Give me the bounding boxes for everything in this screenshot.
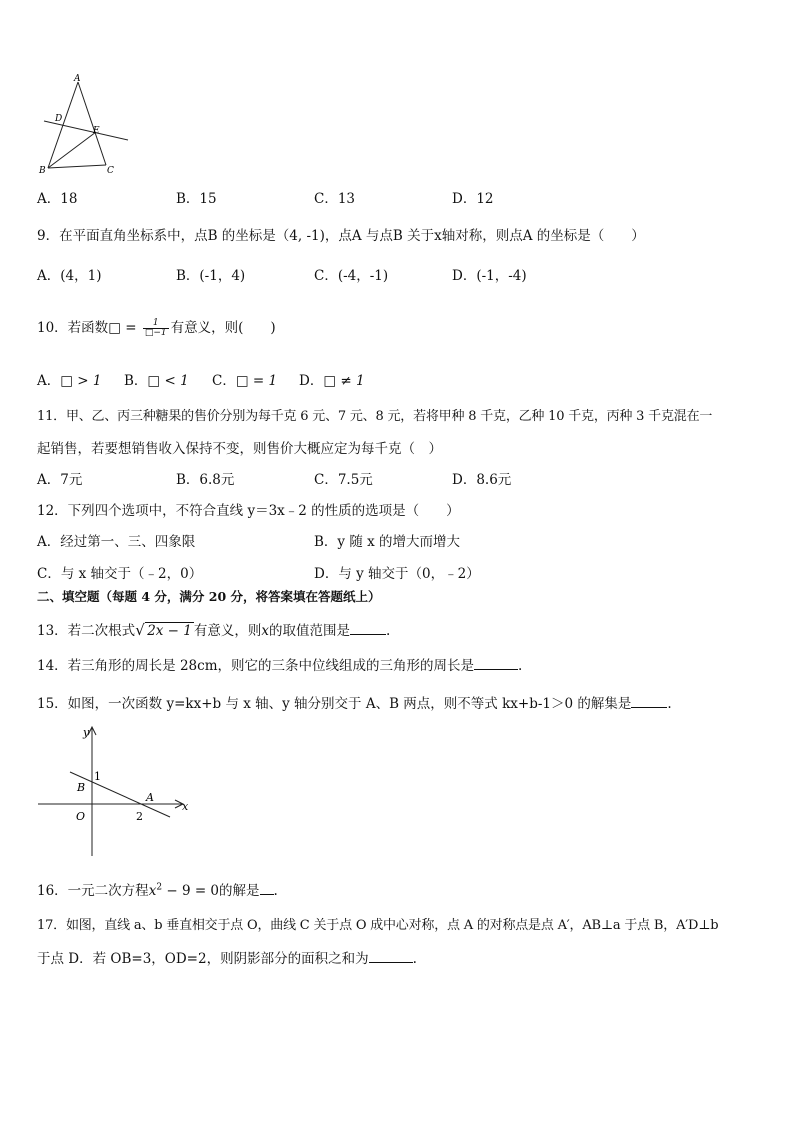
q15-coordinate-figure bbox=[34, 724, 204, 860]
q15-stem bbox=[37, 692, 672, 712]
q10-frac-num: 1 bbox=[143, 319, 169, 329]
q16-prefix: 16．一元二次方程 bbox=[37, 883, 149, 899]
q17-line2-text: 于点 D．若 OB=3，OD=2，则阴影部分的面积之和为 bbox=[37, 951, 369, 967]
q10-option-a bbox=[37, 369, 102, 389]
q15-label-A: A bbox=[146, 791, 154, 804]
q13-mid: 有意义，则 bbox=[193, 623, 262, 639]
q13-sqrt bbox=[135, 623, 194, 639]
q8-segment-BE bbox=[48, 132, 96, 168]
q15-label-1: 1 bbox=[94, 770, 101, 783]
q8-label-C: C bbox=[107, 166, 114, 176]
q12-option-c: C．与 x 轴交于（﹣2，0） bbox=[37, 566, 203, 582]
q10-option-c-rel: = 1 bbox=[248, 373, 278, 389]
q12-option-b: B．y 随 x 的增大而增大 bbox=[314, 534, 461, 550]
q8-label-E: E bbox=[93, 126, 100, 136]
q16-eq-var: x bbox=[148, 883, 157, 899]
q15-end: . bbox=[667, 696, 672, 712]
q13-suffix: 的取值范围是 bbox=[269, 623, 350, 639]
q10-eq: = bbox=[120, 320, 141, 336]
q8-label-A: A bbox=[74, 74, 81, 84]
q10-option-d-label: D． bbox=[299, 373, 324, 389]
q12-option-d: D．与 y 轴交于（0，﹣2） bbox=[314, 566, 480, 582]
q10-option-a-label: A． bbox=[37, 373, 61, 389]
q9-stem: 9．在平面直角坐标系中，点B 的坐标是（4, -1)，点A 与点B 关于x轴对称，则点A 的坐标是（ ） bbox=[37, 228, 645, 244]
q13-radicand: 2x − 1 bbox=[147, 623, 192, 639]
q16-suffix: 的解是 bbox=[219, 883, 260, 899]
q11-option-c: C．7.5元 bbox=[314, 472, 373, 488]
q10-option-d-rel: ≠ 1 bbox=[336, 373, 365, 389]
q16-stem bbox=[37, 879, 278, 899]
q8-option-a: A．18 bbox=[37, 191, 78, 207]
q15-label-O: O bbox=[76, 810, 86, 823]
q14-stem bbox=[37, 654, 522, 674]
q16-answer-blank[interactable] bbox=[260, 882, 274, 895]
q17-answer-blank[interactable] bbox=[369, 950, 413, 963]
q15-answer-blank[interactable] bbox=[631, 695, 667, 708]
q8-triangle-figure bbox=[36, 72, 136, 180]
q13-var: x bbox=[261, 623, 269, 639]
q13-answer-blank[interactable] bbox=[350, 622, 386, 635]
q12-stem: 12．下列四个选项中，不符合直线 y＝3x﹣2 的性质的选项是（ ） bbox=[37, 503, 460, 519]
q8-side-AC bbox=[78, 82, 106, 165]
q10-option-a-var: □ bbox=[60, 373, 74, 389]
q14-answer-blank[interactable] bbox=[474, 657, 518, 670]
q14-end: . bbox=[518, 658, 523, 674]
q9-option-c: C．(-4，-1) bbox=[314, 268, 389, 284]
q13-stem bbox=[37, 619, 390, 639]
q8-option-d: D．12 bbox=[452, 191, 494, 207]
q8-label-D: D bbox=[55, 114, 63, 124]
q10-option-d bbox=[299, 369, 365, 389]
radical-sign-icon: √ bbox=[135, 621, 145, 639]
q11-stem-line2: 起销售，若要想销售收入保持不变，则售价大概应定为每千克（ ） bbox=[37, 441, 442, 457]
q11-option-a: A．7元 bbox=[37, 472, 83, 488]
q11-option-b: B．6.8元 bbox=[176, 472, 235, 488]
q10-fraction bbox=[143, 319, 169, 338]
q15-label-x: x bbox=[182, 800, 189, 813]
q10-frac-den: □−1 bbox=[144, 328, 167, 338]
q16-end: . bbox=[273, 883, 278, 899]
q11-option-d: D．8.6元 bbox=[452, 472, 512, 488]
q17-stem-line2 bbox=[37, 947, 417, 967]
q13-prefix: 13．若二次根式 bbox=[37, 623, 136, 639]
q11-stem-line1: 11．甲、乙、丙三种糖果的售价分别为每千克 6 元、7 元、8 元，若将甲种 8 千克，乙种 10 千克，丙种 3 千克混在一 bbox=[37, 409, 713, 424]
q10-prefix: 10．若函数 bbox=[37, 320, 109, 336]
q15-text: 15．如图，一次函数 y=kx+b 与 x 轴、y 轴分别交于 A、B 两点，则不等式 kx+b-1＞0 的解集是 bbox=[37, 696, 632, 712]
q9-option-a: A．(4，1) bbox=[37, 268, 102, 284]
q9-option-d: D．(-1，-4) bbox=[452, 268, 527, 284]
q17-stem-line1: 17．如图，直线 a、b 垂直相交于点 O，曲线 C 关于点 O 成中心对称，点 A 的对称点是点 A′，AB⊥a 于点 B，A′D⊥b bbox=[37, 918, 719, 933]
q8-option-b: B．15 bbox=[176, 191, 217, 207]
q8-label-B: B bbox=[39, 166, 46, 176]
q17-end: . bbox=[412, 951, 417, 967]
q10-option-b-var: □ bbox=[147, 373, 161, 389]
q15-label-y: y bbox=[83, 726, 90, 739]
q10-suffix: 有意义，则( ) bbox=[170, 320, 276, 336]
section-2-title: 二、填空题（每题 4 分，满分 20 分，将答案填在答题纸上） bbox=[37, 589, 381, 604]
q16-eq-exp: 2 bbox=[156, 882, 163, 893]
q8-option-c: C．13 bbox=[314, 191, 356, 207]
q10-option-b bbox=[124, 369, 189, 389]
q13-end: . bbox=[386, 623, 391, 639]
q15-label-2: 2 bbox=[136, 810, 143, 823]
q12-option-a: A．经过第一、三、四象限 bbox=[37, 534, 196, 550]
q14-text: 14．若三角形的周长是 28cm，则它的三条中位线组成的三角形的周长是 bbox=[37, 658, 475, 674]
q9-option-b: B．(-1，4) bbox=[176, 268, 246, 284]
q8-side-BC bbox=[48, 165, 106, 168]
q10-stem bbox=[37, 316, 276, 338]
q10-option-d-var: □ bbox=[323, 373, 337, 389]
q16-eq-rest: − 9 = 0 bbox=[162, 883, 220, 899]
q10-option-c bbox=[212, 369, 277, 389]
q10-option-b-rel: < 1 bbox=[160, 373, 189, 389]
q15-label-B: B bbox=[77, 781, 86, 794]
q10-option-b-label: B． bbox=[124, 373, 148, 389]
q10-option-a-rel: > 1 bbox=[73, 373, 102, 389]
q10-option-c-var: □ bbox=[235, 373, 249, 389]
q10-var: □ bbox=[108, 320, 121, 336]
q10-option-c-label: C． bbox=[212, 373, 236, 389]
